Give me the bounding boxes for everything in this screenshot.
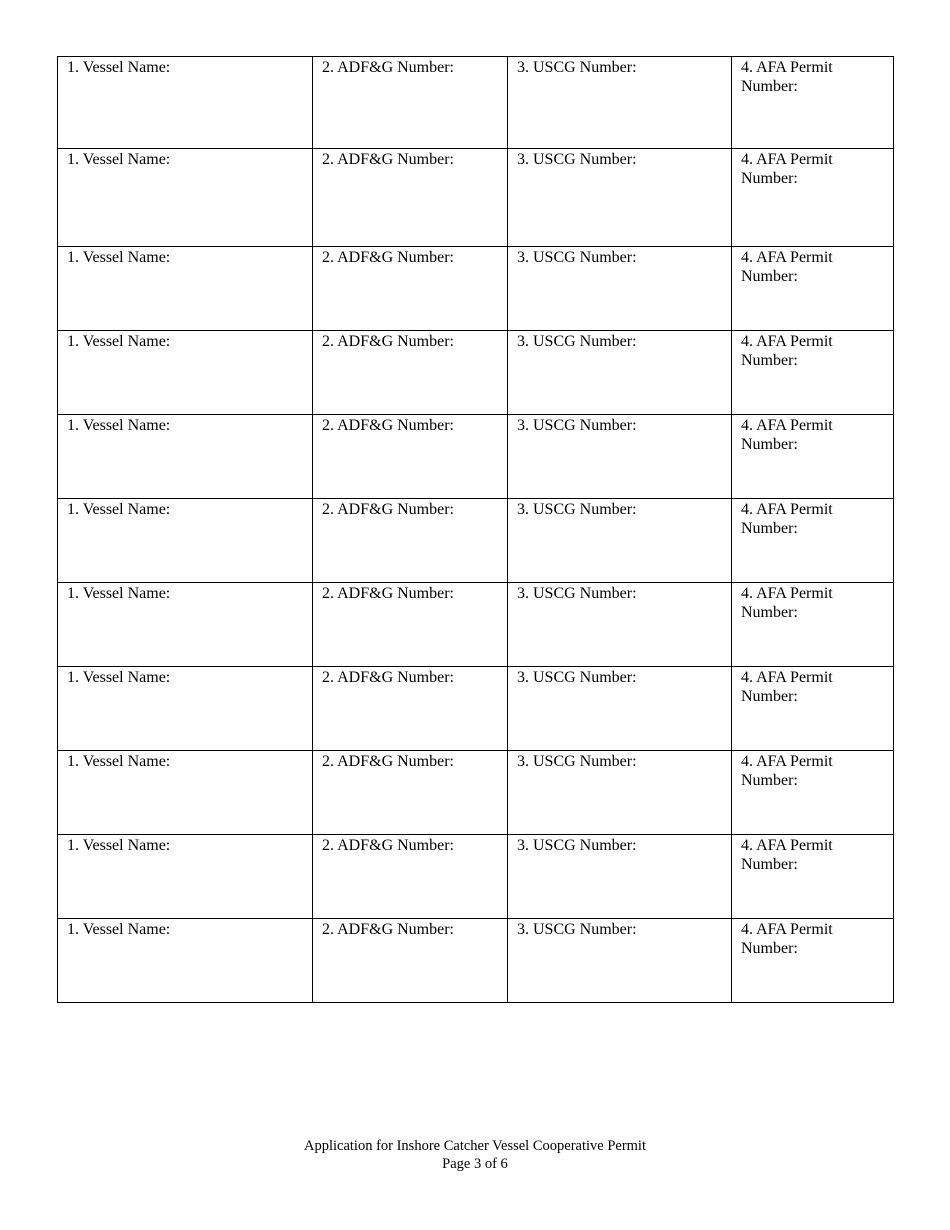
afa-permit-number-field[interactable]: 4. AFA Permit Number: bbox=[732, 667, 894, 751]
vessel-list-table bbox=[57, 56, 894, 1003]
uscg-number-field[interactable]: 3. USCG Number: bbox=[508, 149, 732, 247]
vessel-name-field[interactable]: 1. Vessel Name: bbox=[58, 57, 313, 149]
uscg-number-field[interactable]: 3. USCG Number: bbox=[508, 835, 732, 919]
page-footer bbox=[0, 1137, 950, 1173]
vessel-row bbox=[58, 57, 894, 149]
vessel-name-field[interactable]: 1. Vessel Name: bbox=[58, 415, 313, 499]
vessel-row bbox=[58, 919, 894, 1003]
adfg-number-field[interactable]: 2. ADF&G Number: bbox=[313, 499, 508, 583]
afa-permit-number-field[interactable]: 4. AFA Permit Number: bbox=[732, 247, 894, 331]
afa-permit-number-field[interactable]: 4. AFA Permit Number: bbox=[732, 331, 894, 415]
afa-permit-number-field[interactable]: 4. AFA Permit Number: bbox=[732, 499, 894, 583]
vessel-row bbox=[58, 751, 894, 835]
vessel-row bbox=[58, 835, 894, 919]
uscg-number-field[interactable]: 3. USCG Number: bbox=[508, 247, 732, 331]
afa-permit-number-field[interactable]: 4. AFA Permit Number: bbox=[732, 583, 894, 667]
adfg-number-field[interactable]: 2. ADF&G Number: bbox=[313, 149, 508, 247]
afa-permit-number-field[interactable]: 4. AFA Permit Number: bbox=[732, 835, 894, 919]
vessel-name-field[interactable]: 1. Vessel Name: bbox=[58, 247, 313, 331]
adfg-number-field[interactable]: 2. ADF&G Number: bbox=[313, 57, 508, 149]
vessel-name-field[interactable]: 1. Vessel Name: bbox=[58, 751, 313, 835]
adfg-number-field[interactable]: 2. ADF&G Number: bbox=[313, 835, 508, 919]
vessel-row bbox=[58, 149, 894, 247]
uscg-number-field[interactable]: 3. USCG Number: bbox=[508, 751, 732, 835]
vessel-name-field[interactable]: 1. Vessel Name: bbox=[58, 667, 313, 751]
vessel-row bbox=[58, 667, 894, 751]
afa-permit-number-field[interactable]: 4. AFA Permit Number: bbox=[732, 149, 894, 247]
afa-permit-number-field[interactable]: 4. AFA Permit Number: bbox=[732, 57, 894, 149]
adfg-number-field[interactable]: 2. ADF&G Number: bbox=[313, 751, 508, 835]
footer-form-title: Application for Inshore Catcher Vessel Cooperative Permit bbox=[303, 1138, 646, 1154]
uscg-number-field[interactable]: 3. USCG Number: bbox=[508, 919, 732, 1003]
adfg-number-field[interactable]: 2. ADF&G Number: bbox=[313, 919, 508, 1003]
vessel-name-field[interactable]: 1. Vessel Name: bbox=[58, 583, 313, 667]
vessel-name-field[interactable]: 1. Vessel Name: bbox=[58, 919, 313, 1003]
uscg-number-field[interactable]: 3. USCG Number: bbox=[508, 499, 732, 583]
vessel-row bbox=[58, 415, 894, 499]
vessel-name-field[interactable]: 1. Vessel Name: bbox=[58, 835, 313, 919]
uscg-number-field[interactable]: 3. USCG Number: bbox=[508, 415, 732, 499]
uscg-number-field[interactable]: 3. USCG Number: bbox=[508, 57, 732, 149]
vessel-row bbox=[58, 499, 894, 583]
adfg-number-field[interactable]: 2. ADF&G Number: bbox=[313, 415, 508, 499]
vessel-row bbox=[58, 331, 894, 415]
vessel-name-field[interactable]: 1. Vessel Name: bbox=[58, 331, 313, 415]
afa-permit-number-field[interactable]: 4. AFA Permit Number: bbox=[732, 919, 894, 1003]
afa-permit-number-field[interactable]: 4. AFA Permit Number: bbox=[732, 751, 894, 835]
adfg-number-field[interactable]: 2. ADF&G Number: bbox=[313, 331, 508, 415]
vessel-row bbox=[58, 583, 894, 667]
footer-page-number: Page 3 of 6 bbox=[442, 1156, 508, 1172]
vessel-row bbox=[58, 247, 894, 331]
adfg-number-field[interactable]: 2. ADF&G Number: bbox=[313, 667, 508, 751]
vessel-name-field[interactable]: 1. Vessel Name: bbox=[58, 149, 313, 247]
vessel-name-field[interactable]: 1. Vessel Name: bbox=[58, 499, 313, 583]
adfg-number-field[interactable]: 2. ADF&G Number: bbox=[313, 247, 508, 331]
uscg-number-field[interactable]: 3. USCG Number: bbox=[508, 331, 732, 415]
uscg-number-field[interactable]: 3. USCG Number: bbox=[508, 583, 732, 667]
adfg-number-field[interactable]: 2. ADF&G Number: bbox=[313, 583, 508, 667]
afa-permit-number-field[interactable]: 4. AFA Permit Number: bbox=[732, 415, 894, 499]
uscg-number-field[interactable]: 3. USCG Number: bbox=[508, 667, 732, 751]
